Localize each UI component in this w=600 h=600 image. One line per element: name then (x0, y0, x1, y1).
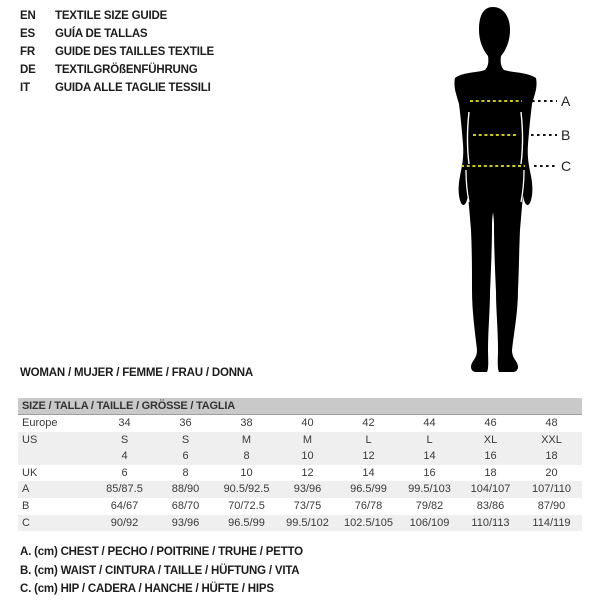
size-value-cell: 90/92 (110, 516, 139, 529)
size-value-cell: 10 (240, 466, 253, 479)
size-value-cell: 46 (484, 417, 497, 429)
size-value-cell: L (426, 433, 433, 446)
size-value-cell: 10 (301, 450, 314, 463)
table-row (18, 448, 582, 465)
size-value-cell: 6 (121, 466, 128, 479)
size-table-header: SIZE / TALLA / TAILLE / GRÖSSE / TAGLIA (18, 398, 582, 415)
size-value-cell: 99.5/102 (286, 516, 329, 529)
size-value-cell: XL (483, 433, 498, 446)
table-row (18, 498, 582, 515)
size-table-body (18, 415, 582, 531)
row-label: US (22, 433, 38, 446)
size-value-cell: 102.5/105 (344, 516, 393, 529)
size-value-cell: 99.5/103 (408, 483, 451, 496)
size-value-cell: 4 (121, 450, 128, 463)
row-label: UK (22, 466, 38, 479)
size-value-cell: 90.5/92.5 (223, 483, 270, 496)
size-value-cell: 20 (545, 466, 558, 479)
size-table (18, 398, 582, 531)
size-value-cell: 12 (301, 466, 314, 479)
size-value-cell: 83/86 (476, 499, 505, 512)
language-row (20, 43, 214, 61)
size-value-cell: 68/70 (171, 499, 200, 512)
measurement-figure (440, 0, 600, 380)
size-value-cell: 70/72.5 (228, 499, 265, 512)
size-value-cell: 87/90 (537, 499, 566, 512)
size-value-cell: 38 (240, 417, 253, 429)
language-code: EN (20, 10, 36, 22)
size-value-cell: 106/109 (409, 516, 450, 529)
size-value-cell: 36 (179, 417, 192, 429)
size-value-cell: 34 (118, 417, 131, 429)
size-value-cell: 88/90 (171, 483, 200, 496)
hip-marker-label: C (561, 158, 572, 174)
chest-marker-label: A (561, 93, 571, 109)
size-value-cell: 104/107 (470, 483, 511, 496)
size-value-cell: 40 (301, 417, 314, 429)
language-code: FR (20, 46, 35, 58)
size-value-cell: 79/82 (415, 499, 444, 512)
size-value-cell: 114/119 (532, 516, 571, 529)
size-value-cell: 8 (243, 450, 250, 463)
size-value-cell: 8 (182, 466, 189, 479)
language-code: ES (20, 28, 35, 40)
language-title: TEXTILGRÖßENFÜHRUNG (55, 64, 198, 76)
language-title: GUÍA DE TALLAS (55, 28, 148, 40)
language-title: GUIDE DES TAILLES TEXTILE (55, 46, 214, 58)
size-value-cell: 107/110 (532, 483, 571, 496)
legend-line: B. (cm) WAIST / CINTURA / TAILLE / HÜFTUNG / VITA (20, 564, 300, 577)
size-value-cell: 14 (423, 450, 436, 463)
size-value-cell: 110/113 (471, 516, 510, 529)
size-value-cell: 42 (362, 417, 375, 429)
size-value-cell: 73/75 (293, 499, 322, 512)
size-value-cell: 6 (182, 450, 189, 463)
language-row (20, 7, 214, 25)
woman-silhouette-icon (440, 0, 600, 380)
table-row (18, 415, 582, 432)
size-value-cell: 85/87.5 (106, 483, 143, 496)
row-label: Europe (22, 417, 58, 429)
section-title: WOMAN / MUJER / FEMME / FRAU / DONNA (20, 367, 254, 379)
size-value-cell: 93/96 (171, 516, 200, 529)
table-row (18, 481, 582, 498)
language-title-list (20, 7, 214, 97)
table-row (18, 465, 582, 482)
size-value-cell: 14 (362, 466, 375, 479)
row-label (18, 448, 94, 465)
size-value-cell: 16 (484, 450, 497, 463)
size-value-cell: L (365, 433, 372, 446)
size-value-cell: 64/67 (110, 499, 139, 512)
language-row (20, 61, 214, 79)
waist-marker-label: B (561, 127, 571, 143)
language-title: GUIDA ALLE TAGLIE TESSILI (55, 82, 211, 94)
size-value-cell: S (181, 433, 190, 446)
language-title: TEXTILE SIZE GUIDE (55, 10, 168, 22)
size-value-cell: M (302, 433, 313, 446)
size-value-cell: 96.5/99 (350, 483, 387, 496)
size-value-cell: M (241, 433, 252, 446)
size-value-cell: 44 (423, 417, 436, 429)
size-value-cell: S (120, 433, 129, 446)
table-row (18, 432, 582, 449)
row-label: B (22, 499, 30, 512)
size-value-cell: XXL (541, 433, 562, 446)
size-value-cell: 48 (545, 417, 558, 429)
size-value-cell: 76/78 (354, 499, 383, 512)
legend-line: A. (cm) CHEST / PECHO / POITRINE / TRUHE / PETTO (20, 546, 303, 558)
size-value-cell: 16 (423, 466, 436, 479)
size-value-cell: 96.5/99 (228, 516, 265, 529)
size-value-cell: 18 (484, 466, 497, 479)
language-code: DE (20, 64, 36, 76)
size-value-cell: 12 (362, 450, 375, 463)
table-row (18, 515, 582, 532)
measurement-legend (20, 543, 303, 599)
size-value-cell: 93/96 (293, 483, 322, 496)
size-value-cell: 18 (545, 450, 558, 463)
language-row (20, 25, 214, 43)
row-label: A (22, 483, 30, 496)
row-label: C (22, 516, 30, 529)
language-code: IT (20, 82, 30, 94)
legend-line: C. (cm) HIP / CADERA / HANCHE / HÜFTE / HIPS (20, 583, 274, 595)
language-row (20, 79, 214, 97)
